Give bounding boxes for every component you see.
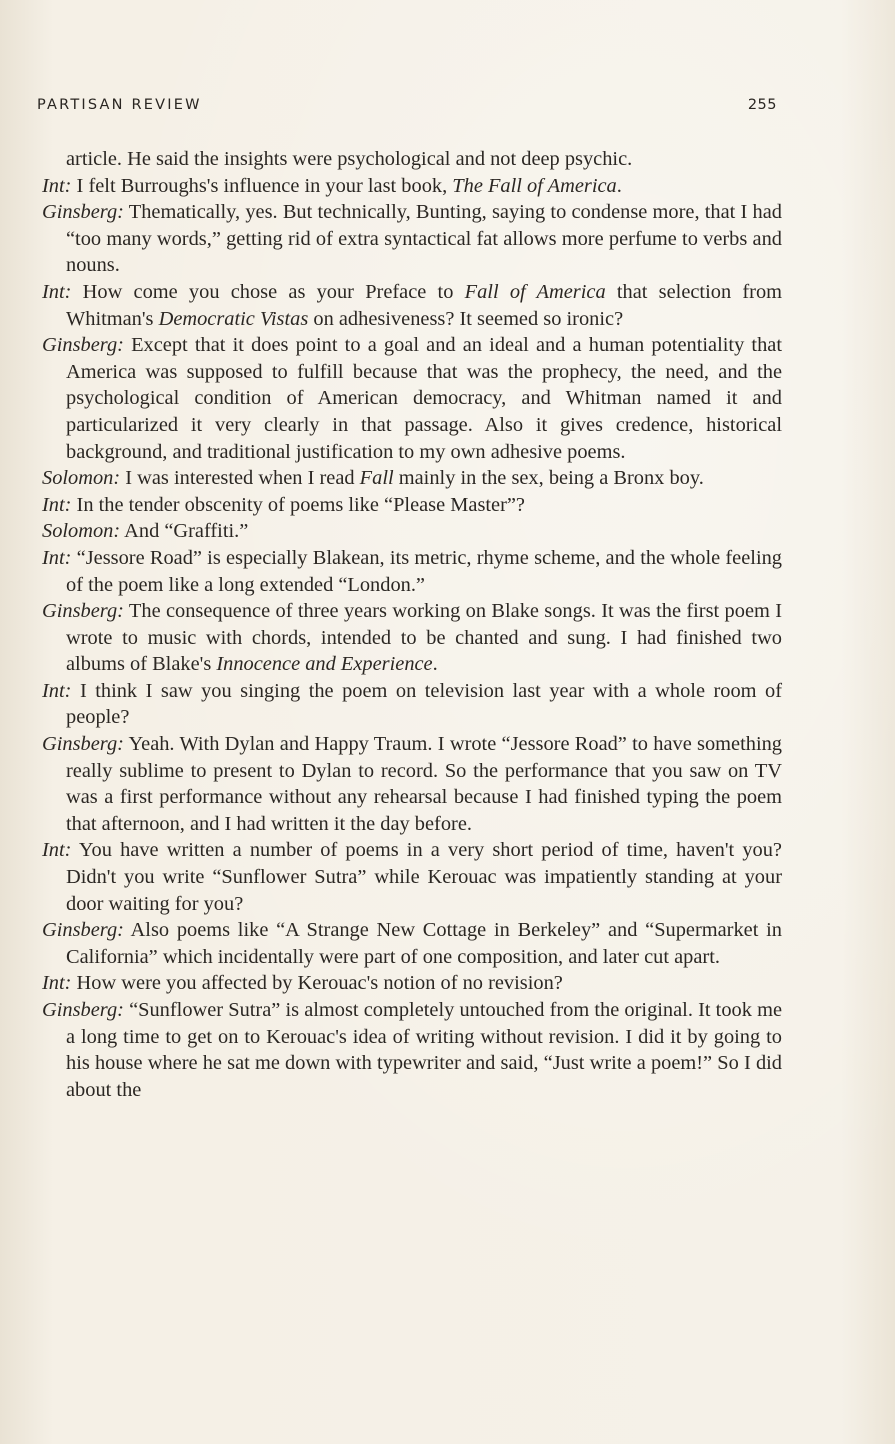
speaker-label: Ginsberg: [42, 600, 124, 623]
paragraph-text: Thematically, yes. But technically, Bunting, saying to condense more, that I had “too many words,” getting rid of extra syntactical fat allows more perfume to verbs and nouns. [66, 201, 782, 277]
paragraph-text: article. He said the insights were psychological and not deep psychic. [66, 148, 633, 170]
dialogue-paragraph [42, 837, 782, 917]
italic-title: The Fall of America [452, 174, 617, 197]
speaker-label: Int: [42, 174, 72, 197]
dialogue-paragraph [42, 173, 782, 200]
dialogue-paragraph [42, 678, 782, 731]
speaker-label: Int: [42, 839, 72, 862]
speaker-label: Int: [42, 546, 72, 569]
dialogue-paragraph [42, 997, 782, 1103]
paragraph-text: I think I saw you singing the poem on television last year with a whole room of people? [66, 679, 782, 729]
page-number: 255 [747, 97, 777, 113]
speaker-label: Ginsberg: [42, 999, 124, 1021]
paragraph-text: I was interested when I read [120, 467, 360, 490]
paragraph-text: that selection from Whitman's [66, 280, 782, 330]
speaker-label: Solomon: [42, 467, 121, 490]
speaker-label: Int: [42, 493, 72, 516]
continued-paragraph [42, 146, 782, 173]
italic-title: Fall of America [464, 280, 606, 303]
speaker-label: Solomon: [42, 520, 121, 543]
paragraph-text: You have written a number of poems in a very short period of time, haven't you? Didn't you write “Sunflower Sutra” while Kerouac was impatiently standing at your door waiting for you? [66, 839, 782, 915]
paragraph-text: Yeah. With Dylan and Happy Traum. I wrote “Jessore Road” to have something really sublime to present to Dylan to record. So the performance that you saw on TV was a first performance without any rehearsal because I had finished typing the poem that afternoon, and I had written it the day before. [66, 733, 782, 835]
dialogue-paragraph [42, 731, 782, 837]
dialogue-paragraph [42, 465, 782, 492]
paragraph-text: The consequence of three years working on Blake songs. It was the first poem I wrote to music with chords, intended to be chanted and sung. I had finished two albums of Blake's [66, 600, 782, 676]
italic-title: Fall [359, 467, 394, 490]
dialogue-paragraph [42, 518, 782, 545]
speaker-label: Ginsberg: [42, 334, 124, 357]
dialogue-paragraph [42, 917, 782, 970]
dialogue-paragraph [42, 332, 782, 465]
speaker-label: Int: [42, 972, 72, 995]
dialogue-paragraph [42, 545, 782, 598]
paragraph-text: How were you affected by Kerouac's notion of no revision? [71, 972, 563, 995]
running-head: PARTISAN REVIEW [37, 97, 202, 113]
paragraph-text: Also poems like “A Strange New Cottage in Berkeley” and “Supermarket in California” which incidentally were part of one composition, and later cut apart. [66, 919, 782, 968]
dialogue-paragraph [42, 199, 782, 279]
paragraph-text: “Sunflower Sutra” is almost completely untouched from the original. It took me a long time to get on to Kerouac's idea of writing without revision. I did it by going to his house where he sat me down with typewriter and said, “Just write a poem!” So I did about the [66, 999, 782, 1101]
paragraph-text: How come you chose as your Preface to [71, 280, 465, 303]
speaker-label: Ginsberg: [42, 919, 124, 942]
interview-text [42, 146, 782, 1103]
speaker-label: Int: [42, 679, 72, 702]
italic-title: Democratic Vistas [158, 307, 309, 330]
dialogue-paragraph [42, 279, 782, 332]
dialogue-paragraph [42, 492, 782, 519]
paragraph-text: In the tender obscenity of poems like “Please Master”? [71, 493, 525, 516]
speaker-label: Int: [42, 280, 72, 303]
dialogue-paragraph [42, 598, 782, 678]
paragraph-text: on adhesiveness? It seemed so ironic? [308, 307, 624, 330]
speaker-label: Ginsberg: [42, 201, 124, 224]
paragraph-text: “Jessore Road” is especially Blakean, its metric, rhyme scheme, and the whole feeling of the poem like a long extended “London.” [66, 546, 782, 596]
paragraph-text: And “Graffiti.” [120, 520, 249, 543]
dialogue-paragraph [42, 970, 782, 997]
paragraph-text: mainly in the sex, being a Bronx boy. [393, 467, 704, 490]
paragraph-text: . [432, 653, 438, 676]
paragraph-text: . [616, 174, 622, 197]
paragraph-text: Except that it does point to a goal and an ideal and a human potentiality that America was supposed to fulfill because that was the prophecy, the need, and the psychological condition of American democracy, and Whitman named it and particularized it very clearly in that passage. Also it gives credence, historical background, and traditional justification to my own adhesive poems. [66, 334, 782, 463]
paragraph-text: I felt Burroughs's influence in your last book, [71, 174, 453, 197]
italic-title: Innocence and Experience [216, 653, 433, 676]
page-header [37, 97, 777, 121]
speaker-label: Ginsberg: [42, 733, 124, 756]
